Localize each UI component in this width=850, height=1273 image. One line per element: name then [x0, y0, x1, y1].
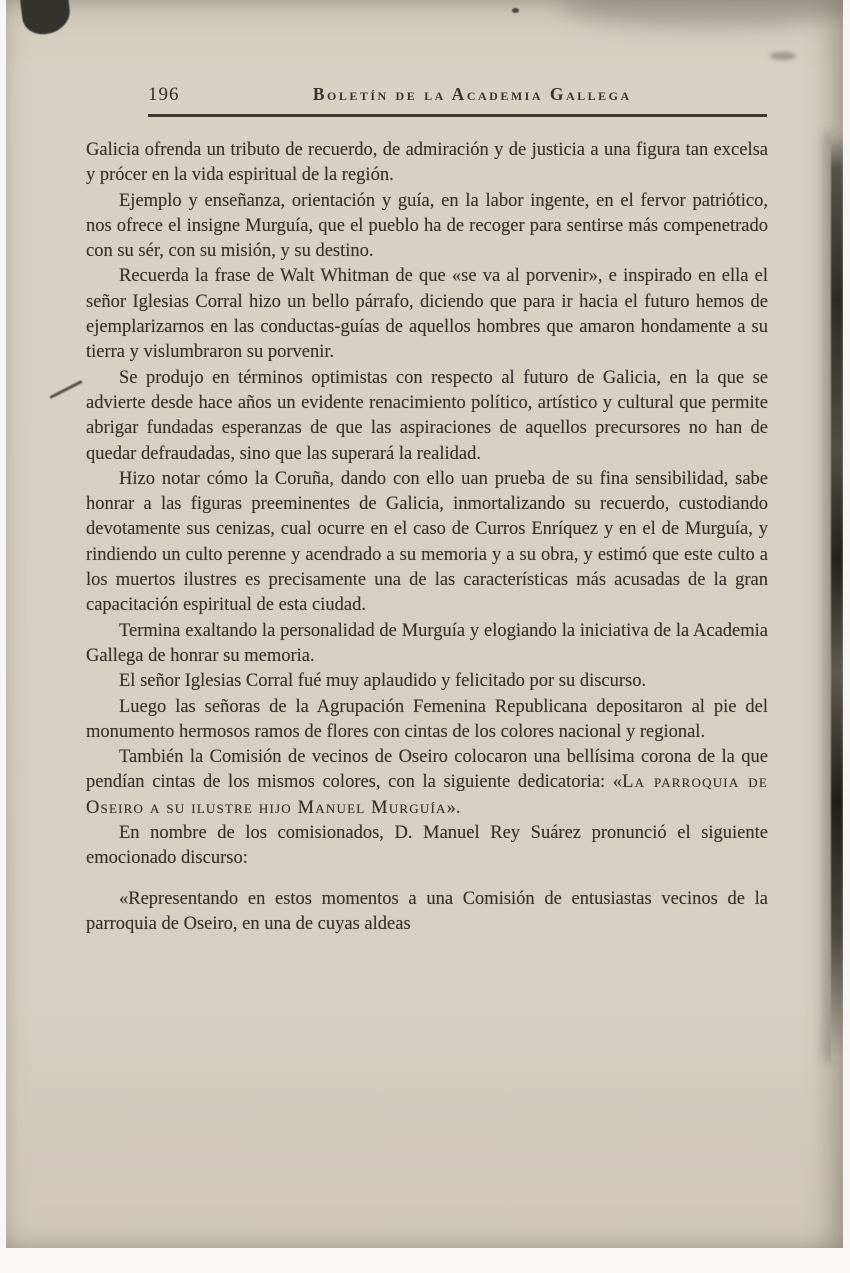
dedicatoria-smallcaps: La parroquia de Oseiro a su ilustre hijo Manuel Murguía	[86, 772, 768, 818]
text-block	[86, 138, 768, 937]
paragraph: Hizo notar cómo la Coruña, dando con ello uan prueba de su fina sensibilidad, sabe honrar a las figuras preeminentes de Galicia, inmortalizando su recuerdo, custodiando devotamente sus cenizas, cual ocurre en el caso de Curros Enríquez y en el de Murguía, y rindiendo un culto perenne y acendrado a su memoria y a su obra, y estimó que este culto a los muertos ilustres es precisamente una de las características más acusadas de la gran capacitación espiritual de esta ciudad.	[86, 468, 768, 616]
paragraph: Ejemplo y enseñanza, orientación y guía, en la labor ingente, en el fervor patriótico, nos ofrece el insigne Murguía, que el pueblo ha de recoger para sentirse más compenetrado con su sér, con su misión, y su destino.	[86, 190, 768, 262]
paragraph-quote-start: «Representando en estos momentos a una Comisión de entusiastas vecinos de la parroquia de Oseiro, en una de cuyas aldeas	[86, 888, 768, 934]
paragraph: El señor Iglesias Corral fué muy aplaudido y felicitado por su discurso.	[119, 671, 647, 692]
paragraph: Termina exaltando la personalidad de Murguía y elogiando la iniciativa de la Academia Gallega de honrar su memoria.	[86, 620, 768, 666]
paragraph: Recuerda la frase de Walt Whitman de que «se va al porvenir», e inspirado en ella el señor Iglesias Corral hizo un bello párrafo, diciendo que para ir hacia el futuro hemos de ejemplarizarnos en las conductas-guías de aquellos hombres que amaron hondamente a su tierra y vislumbraron su porvenir.	[86, 266, 768, 363]
page-number: 196	[148, 84, 180, 105]
paragraph-dedicatoria	[86, 745, 768, 821]
dedicatoria-post: ».	[446, 797, 461, 818]
paragraph: En nombre de los comisionados, D. Manuel Rey Suárez pronunció el siguiente emocionado discurso:	[86, 823, 768, 869]
paragraph: Galicia ofrenda un tributo de recuerdo, de admiración y de justicia a una figura tan excelsa y prócer en la vida espiritual de la región.	[86, 140, 768, 186]
running-title: Boletín de la Academia Gallega	[312, 84, 632, 104]
dedicatoria-pre: También la Comisión de vecinos de Oseiro colocaron una bellísima corona de la que pendían cintas de los mismos colores, con la siguiente dedicatoria: «	[86, 747, 768, 793]
scanner-edge-bottom	[0, 1248, 850, 1273]
paper-sheet	[6, 0, 843, 1248]
page-header	[148, 84, 765, 106]
scanner-edge-right	[843, 0, 850, 1273]
paragraph: Se produjo en términos optimistas con respecto al futuro de Galicia, en la que se advierte desde hace años un evidente renacimiento político, artístico y cultural que permite abrigar fundadas esperanzas de que las aspiraciones de aquellos precursores no han de quedar defraudadas, sino que las superará la realidad.	[86, 367, 768, 464]
paragraph: Luego las señoras de la Agrupación Femenina Republicana depositaron al pie del monumento hermosos ramos de flores con cintas de los colores nacional y regional.	[86, 696, 768, 742]
header-rule	[148, 114, 767, 117]
